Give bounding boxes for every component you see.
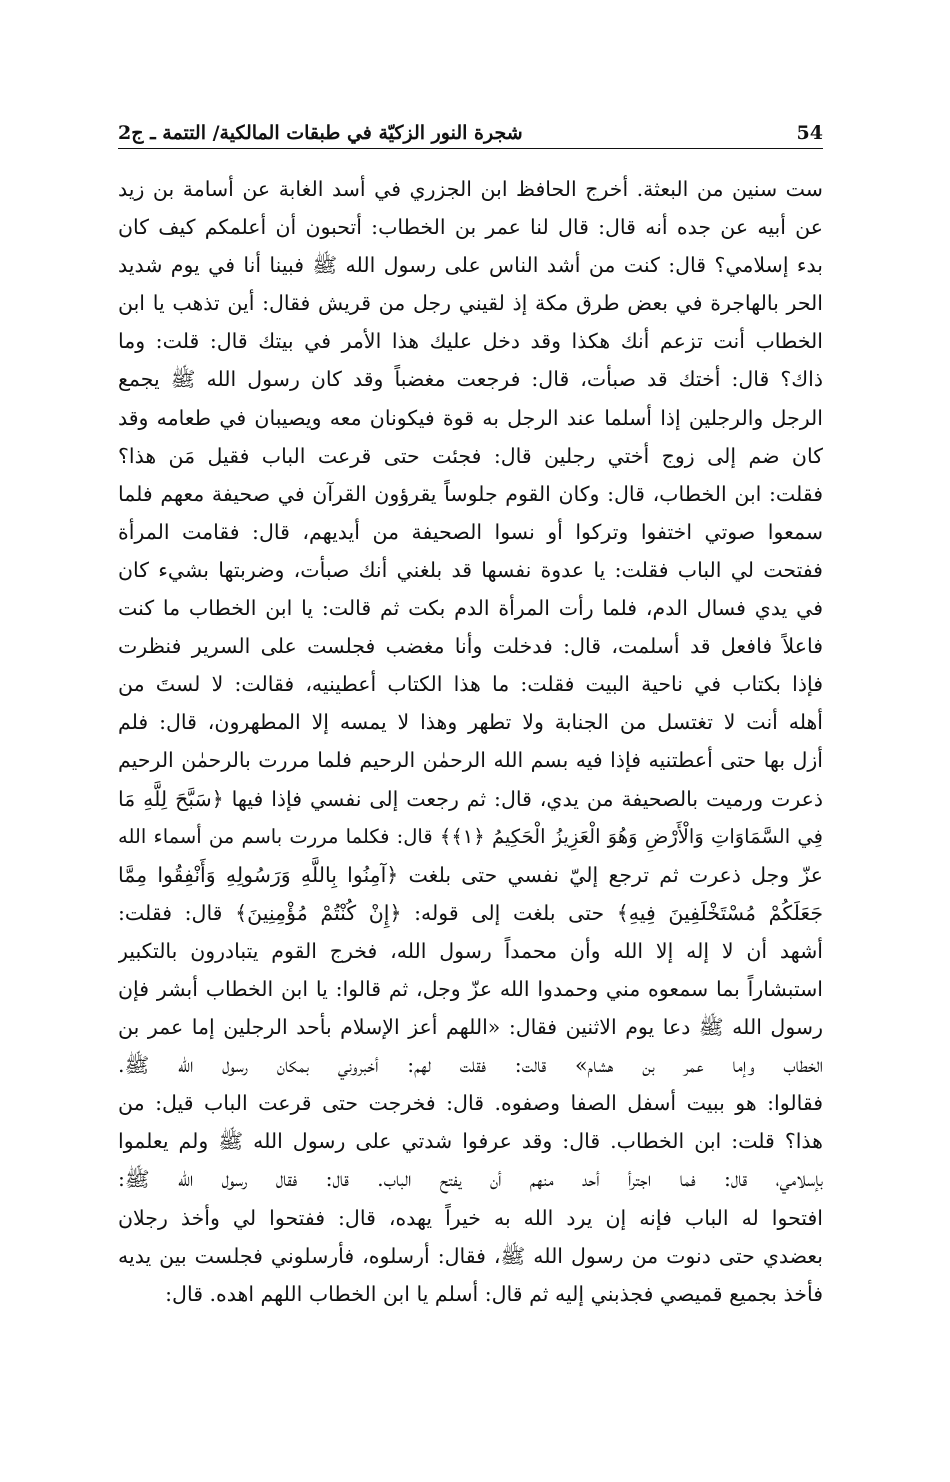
page-number: 54 [796, 122, 823, 144]
text-line: بإسلامي، قال: فما اجترأ أحد منهم أن يفتح الباب. قال: فقال رسول الله ﷺ: [118, 1167, 823, 1192]
text-line: بعضدي حتى دنوت من رسول الله ﷺ، فقال: أرسلوه، فأرسلوني فجلست بين يديه [118, 1243, 823, 1268]
body-text [118, 170, 823, 1313]
text-line: سمعوا صوتي اختفوا وتركوا أو نسوا الصحيفة من أيديهم، قال: فقامت المرأة [118, 519, 823, 544]
text-line: الخطاب أنت تزعم أنك هكذا وقد دخل عليك هذا الأمر في بيتك قال: قلت: وما [118, 329, 823, 354]
text-line: فاعلاً فافعل قد أسلمت، قال: فدخلت وأنا مغضب فجلست على السرير فنظرت [118, 634, 823, 659]
text-line: الحر بالهاجرة في بعض طرق مكة إذ لقيني رجل من قريش فقال: أين تذهب يا ابن [118, 291, 823, 316]
text-line: ذعرت ورميت بالصحيفة من يدي، قال: ثم رجعت إلى نفسي فإذا فيها ﴿سَبَّحَ لِلَّهِ مَا [118, 786, 823, 811]
page-header [118, 110, 823, 149]
text-line: أزل بها حتى أعطتنيه فإذا فيه بسم الله الرحمٰن الرحيم فلما مررت بالرحمٰن الرحيم [118, 748, 823, 773]
text-line: رسول الله ﷺ دعا يوم الاثنين فقال: «اللهم أعز الإسلام بأحد الرجلين إما عمر بن [118, 1015, 823, 1040]
text-line: افتحوا له الباب فإنه إن يرد الله به خيراً يهده، قال: ففتحوا لي وأخذ رجلان [118, 1205, 823, 1230]
text-line: أهله أنت لا تغتسل من الجنابة ولا تطهر وهذا لا يمسه إلا المطهرون، قال: فلم [118, 710, 823, 735]
text-line: عن أبيه عن جده أنه قال: قال لنا عمر بن الخطاب: أتحبون أن أعلمكم كيف كان [118, 215, 823, 240]
quran-verse-line: عزّ وجل ذعرت ثم ترجع إليّ نفسي حتى بلغت ﴿آمِنُوا بِاللَّهِ وَرَسُولِهِ وَأَنْفِقُوا مِمَّا [118, 862, 823, 887]
text-line: ذاك؟ قال: أختك قد صبأت، قال: فرجعت مغضباً وقد كان رسول الله ﷺ يجمع [118, 367, 823, 392]
text-line: في يدي فسال الدم، فلما رأت المرأة الدم بكت ثم قالت: يا ابن الخطاب ما كنت [118, 596, 823, 621]
text-line: الرجل والرجلين إذا أسلما عند الرجل به قوة فيكونان معه ويصيبان في طعامه وقد [118, 405, 823, 430]
text-line: كان ضم إلى زوج أختي رجلين قال: فجئت حتى قرعت الباب فقيل مَن هذا؟ [118, 443, 823, 468]
text-line: ففتحت لي الباب فقلت: يا عدوة نفسها قد بلغني أنك صبأت، وضربتها بشيء كان [118, 557, 823, 582]
text-line: فقلت: ابن الخطاب، قال: وكان القوم جلوساً يقرؤون القرآن في صحيفة معهم فلما [118, 481, 823, 506]
text-line: الخطاب وإما عمر بن هشام» قالت: فقلت لهم: أخبروني بمكان رسول الله ﷺ. [118, 1053, 823, 1078]
text-line: فقالوا: هو ببيت أسفل الصفا وصفوه. قال: فخرجت حتى قرعت الباب قيل: من [118, 1091, 823, 1116]
text-line: بدء إسلامي؟ قال: كنت من أشد الناس على رسول الله ﷺ فبينا أنا في يوم شديد [118, 253, 823, 278]
text-line: فإذا بكتاب في ناحية البيت فقلت: ما هذا الكتاب أعطينيه، فقالت: لا لستَ من [118, 672, 823, 697]
running-title: شجرة النور الزكيّة في طبقات المالكية/ التتمة ـ ج2 [118, 122, 523, 144]
text-line: هذا؟ قلت: ابن الخطاب. قال: وقد عرفوا شدتي على رسول الله ﷺ ولم يعلموا [118, 1129, 823, 1154]
text-line: استبشاراً بما سمعوه مني وحمدوا الله عزّ وجل، ثم قالوا: يا ابن الخطاب أبشر فإن [118, 976, 823, 1001]
text-line: فأخذ بجميع قميصي فجذبني إليه ثم قال: أسلم يا ابن الخطاب اللهم اهده. قال: [165, 1281, 823, 1306]
quran-verse-line: فِي السَّمَاوَاتِ وَالْأَرْضِ وَهُوَ الْعَزِيزُ الْحَكِيمُ ﴿١﴾﴾ قال: فكلما مررت باسم من أسماء الله [118, 824, 823, 848]
text-line: أشهد أن لا إله إلا الله وأن محمداً رسول الله، فخرج القوم يتبادرون بالتكبير [118, 938, 823, 963]
text-line: ست سنين من البعثة. أخرج الحافظ ابن الجزري في أسد الغابة عن أسامة بن زيد [118, 177, 823, 201]
quran-verse-line: جَعَلَكُمْ مُسْتَخْلَفِينَ فِيهِ﴾ حتى بلغت إلى قوله: ﴿إِنْ كُنْتُمْ مُؤْمِنِينَ﴾ قال: فقلت: [118, 900, 823, 925]
